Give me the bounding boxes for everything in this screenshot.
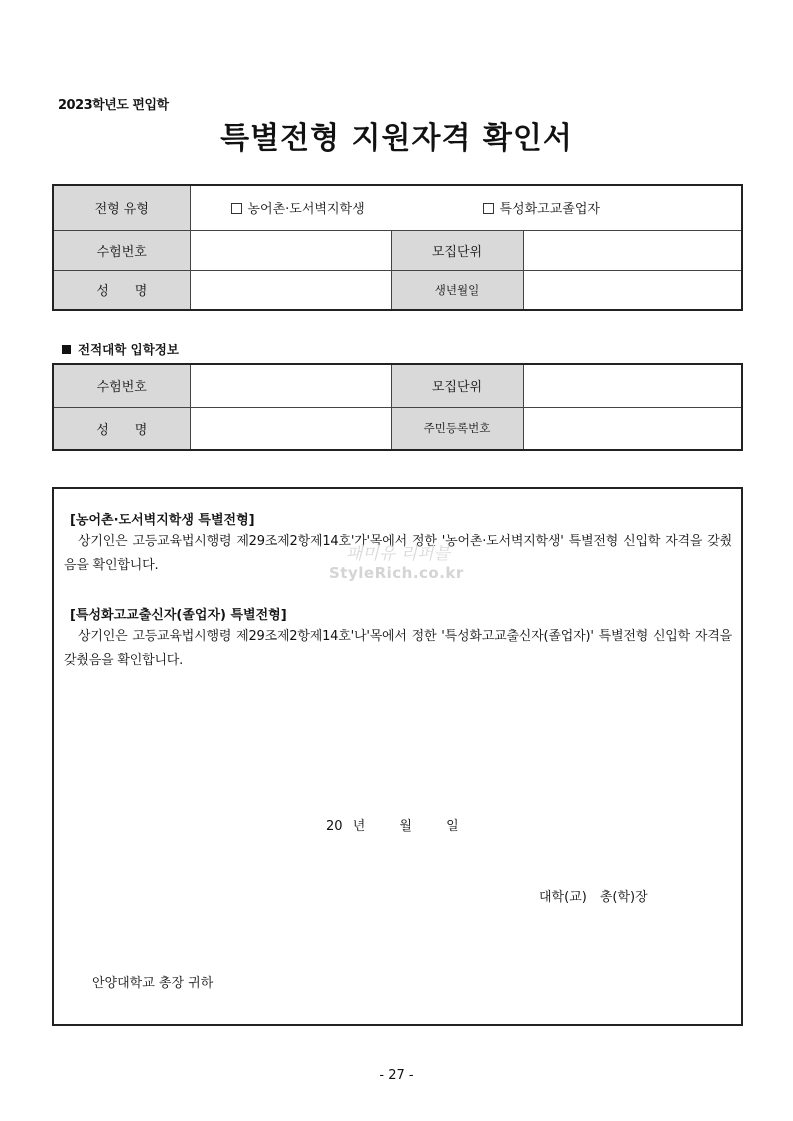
prev-name-field[interactable] [190,407,391,450]
prev-exam-number-field[interactable] [190,364,391,407]
date-year-prefix: 20 [326,819,343,834]
applicant-table [52,184,743,311]
option-vocational-checkbox[interactable] [483,198,600,217]
option-rural-checkbox[interactable] [231,198,483,217]
prev-name-label: 성 명 [53,407,190,450]
birth-date-field[interactable] [523,270,742,310]
square-bullet-icon [62,345,71,354]
date-line [326,815,459,834]
date-month-label: 월 [399,819,412,834]
option-vocational-label: 특성화고교졸업자 [499,202,600,218]
name-label: 성 명 [53,270,190,310]
date-day-label: 일 [446,819,459,834]
rural-heading: [농어촌·도서벽지학생 특별전형] [70,513,255,528]
recruit-unit-field[interactable] [523,230,742,270]
resident-number-label: 주민등록번호 [391,407,523,450]
watermark-site: StyleRich.co.kr [329,564,464,582]
addressee: 안양대학교 총장 귀하 [92,976,214,991]
checkbox-icon [231,203,242,214]
rural-statement: 상기인은 고등교육법시행령 제29조제2항제14호'가'목에서 정한 '농어촌·도서벽지학생' 특별전형 신입학 자격을 갖췄음을 확인합니다. [64,534,732,573]
page-number: - 27 - [379,1068,414,1083]
admission-year: 2023학년도 편입학 [58,98,169,113]
prev-recruit-unit-label: 모집단위 [391,364,523,407]
previous-school-table [52,363,743,451]
previous-school-section-title [62,340,179,358]
type-label: 전형 유형 [53,185,190,230]
vocational-heading: [특성화고교출신자(졸업자) 특별전형] [70,608,287,623]
prev-recruit-unit-field[interactable] [523,364,742,407]
watermark-logo: 패미유 리퍼블 [346,544,450,564]
date-year-label: 년 [352,819,366,834]
checkbox-icon [483,203,494,214]
document-title: 특별전형 지원자격 확인서 [220,121,573,156]
option-rural-label: 농어촌·도서벽지학생 [247,202,365,218]
birth-date-label: 생년월일 [391,270,523,310]
exam-number-label: 수험번호 [53,230,190,270]
name-field[interactable] [190,270,391,310]
exam-number-field[interactable] [190,230,391,270]
section-title-text: 전적대학 입학정보 [78,342,179,357]
prev-exam-number-label: 수험번호 [53,364,190,407]
type-options [190,185,742,230]
vocational-statement: 상기인은 고등교육법시행령 제29조제2항제14호'나'목에서 정한 '특성화고교출신자(졸업자)' 특별전형 신입학 자격을 갖췄음을 확인합니다. [64,629,732,668]
signer-title: 대학(교) 총(학)장 [539,890,648,905]
resident-number-field[interactable] [523,407,742,450]
recruit-unit-label: 모집단위 [391,230,523,270]
confirmation-box [52,487,743,1026]
